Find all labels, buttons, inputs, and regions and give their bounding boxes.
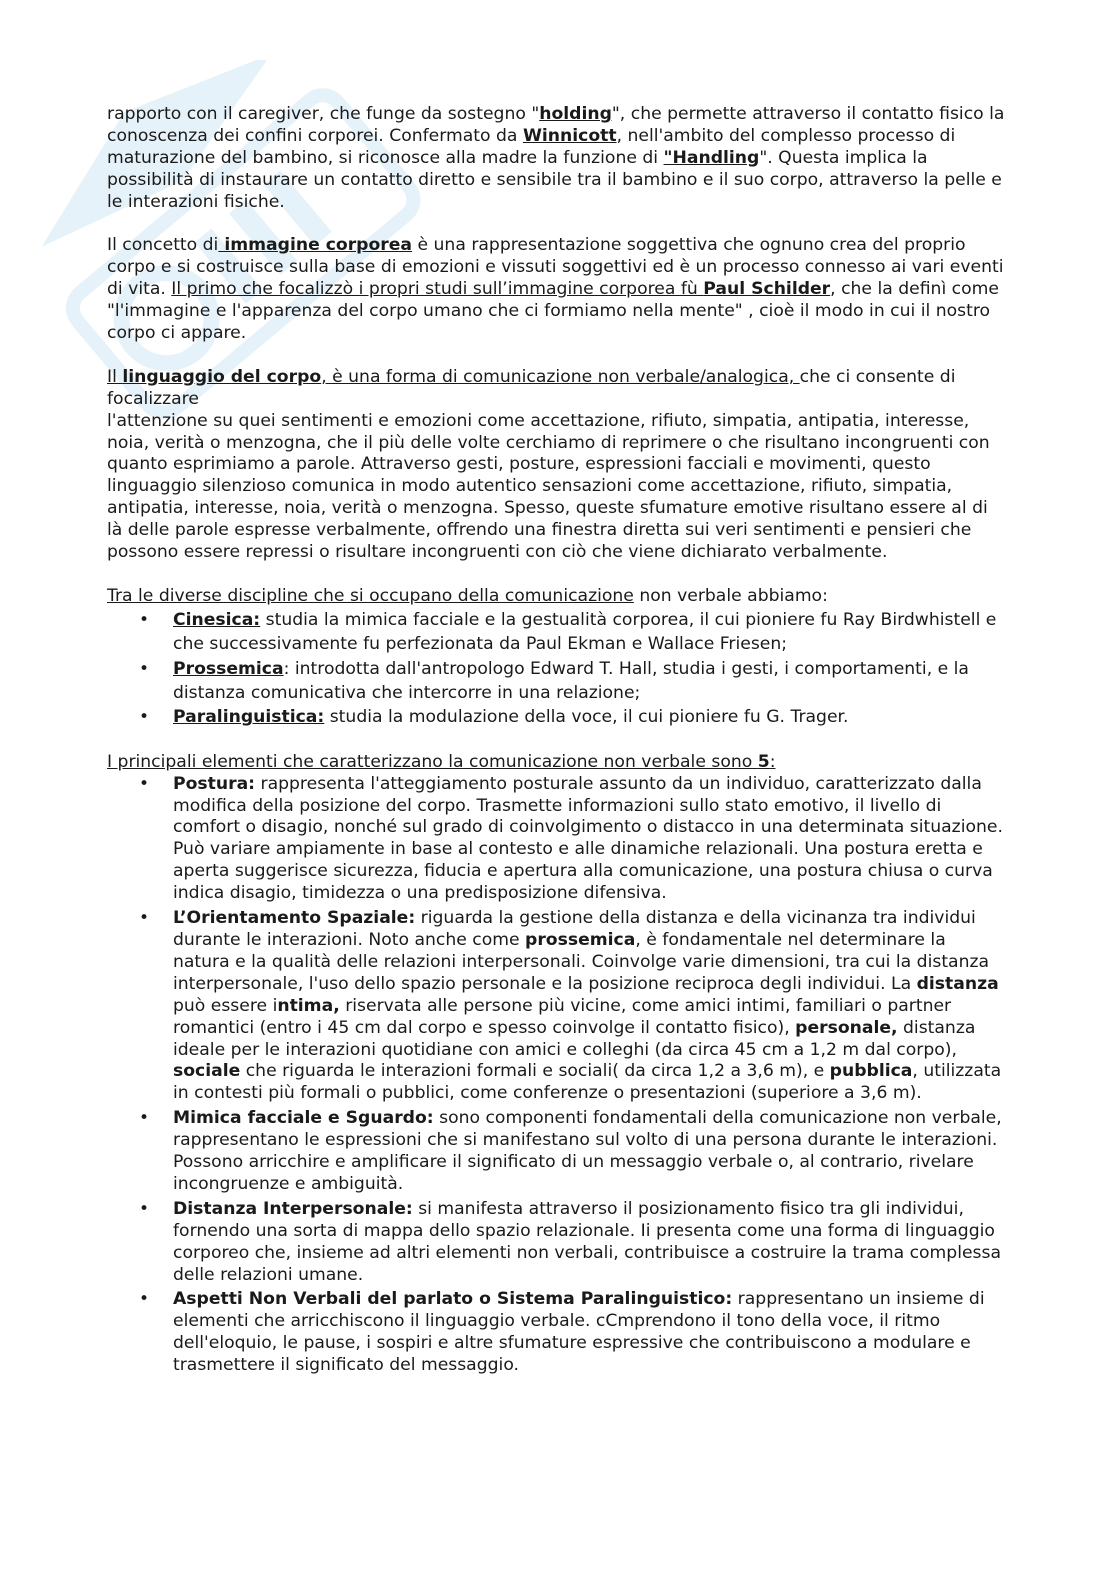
list-item: • Paralinguistica: studia la modulazione della voce, il cui pioniere fu G. Trager. (107, 705, 1007, 729)
list-item-aspetti: • Aspetti Non Verbali del parlato o Sistema Paralinguistico: rappresentano un insieme di elementi che arricchiscono il linguaggio verbale. cCmprendono il tono della voce, il ritmo dell'eloquio, le pause, i sospiri e altre sfumature espressive che contribuiscono a modulare e trasmettere il significato del messaggio. (107, 1289, 1007, 1377)
list-item-orientamento: • L’Orientamento Spaziale: riguarda la gestione della distanza e della vicinanza tra individui durante le interazioni. Noto anche come prossemica, è fondamentale nel determinare la natura e la qualità delle relazioni interpersonali. Coinvolge varie dimensioni, tra cui la distanza interpersonale, l'uso dello spazio personale e la posizione reciproca degli individui. La distanza può essere intima, riservata alle persone più vicine, come amici intimi, familiari o partner romantici (entro i 45 cm dal corpo e spesso coinvolge il contatto fisico), personale, distanza ideale per le interazioni quotidiane con amici e colleghi (da circa 45 cm a 1,2 m dal corpo), sociale che riguarda le interazioni formali e sociali( da circa 1,2 a 3,6 m), e pubblica, utilizzata in contesti più formali o pubblici, come conferenze o presentazioni (superiore a 3,6 m). (107, 908, 1007, 1105)
term-holding: holding (539, 104, 612, 124)
document-body (107, 104, 1007, 1380)
term-handling: "Handling (663, 147, 760, 168)
list-item: • Prossemica: introdotta dall'antropologo Edward T. Hall, studia i gesti, i comportamenti, e la distanza comunicativa che intercorre in una relazione; (107, 657, 1007, 706)
list-item: • Cinesica: studia la mimica facciale e la gestualità corporea, il cui pioniere fu Ray Birdwhistell e che successivamente fu perfezionata da Paul Ekman e Wallace Friesen; (107, 608, 1007, 657)
paragraph-linguaggio-corpo: Il linguaggio del corpo, è una forma di comunicazione non verbale/analogica, che ci consente di focalizzare l'attenzione su quei sentimenti e emozioni come accettazione, rifiuto, simpatia, antipatia, interesse, noia, verità o menzogna, che il più delle volte cerchiamo di reprimere o che risultano incongruenti con quanto esprimiamo a parole. Attraverso gesti, posture, espressioni facciali e movimenti, questo linguaggio silenzioso comunica in modo autentico sensazioni come accettazione, rifiuto, simpatia, antipatia, interesse, noia, verità o menzogna. Spesso, queste sfumature emotive risultano essere al di là delle parole espresse verbalmente, offrendo una finestra diretta sui veri sentimenti e pensieri che possono essere repressi o risultare incongruenti con ciò che viene dichiarato verbalmente. (107, 366, 990, 563)
term-paul-schilder: Paul Schilder (703, 279, 831, 300)
paragraph-holding: rapporto con il caregiver, che funge da sostegno "holding", che permette attraverso il contatto fisico la conoscenza dei confini corporei. Confermato da Winnicott, nell'ambito del complesso processo di maturazione del bambino, si riconosce alla madre la funzione di "Handling". Questa implica la possibilità di instaurare un contatto diretto e sensibile tra il bambino e il suo corpo, attraverso la pelle e le interazioni fisiche. (107, 104, 1005, 212)
list-item-postura: • Postura: rappresenta l'atteggiamento posturale assunto da un individuo, caratterizzato dalla modifica della posizione del corpo. Trasmette informazioni sullo stato emotivo, il livello di comfort o disagio, nonché sul grado di coinvolgimento o distacco in una determinata situazione. Può variare ampiamente in base al contesto e alle dinamiche relazionali. Una postura eretta e aperta suggerisce sicurezza, fiducia e apertura alla comunicazione, una postura chiusa o curva indica disagio, timidezza o una predisposizione difensiva. (107, 774, 1007, 905)
discipline-list (107, 608, 1007, 730)
paragraph-discipline: Tra le diverse discipline che si occupano della comunicazione non verbale abbiamo: (107, 585, 828, 606)
term-immagine-corporea: immagine corporea (218, 235, 413, 256)
term-linguaggio-corpo: linguaggio del corpo (122, 366, 322, 387)
term-winnicott: Winnicott (522, 125, 617, 146)
list-item-distanza: • Distanza Interpersonale: si manifesta attraverso il posizionamento fisico tra gli individui, fornendo una sorta di mappa dello spazio relazionale. Ii presenta come una forma di linguaggio corporeo che, insieme ad altri elementi non verbali, contribuisce a costruire la trama complessa delle relazioni umane. (107, 1199, 1007, 1287)
paragraph-immagine-corporea: Il concetto di immagine corporea è una rappresentazione soggettiva che ognuno crea del proprio corpo e si costruisce sulla base di emozioni e vissuti soggettivi ed è un processo connesso ai vari eventi di vita. Il primo che focalizzò i propri studi sull’immagine corporea fù Paul Schilder, che la definì come "l'immagine e l'apparenza del corpo umano che ci formiamo nella mente" , cioè il modo in cui il nostro corpo ci appare. (107, 235, 1004, 344)
list-item-mimica: • Mimica facciale e Sguardo: sono componenti fondamentali della comunicazione non verbale, rappresentano le espressioni che si manifestano sul volto di una persona durante le interazioni. Possono arricchire e amplificare il significato di un messaggio verbale o, al contrario, rivelare incongruenze e ambiguità. (107, 1108, 1007, 1196)
paragraph-elementi: I principali elementi che caratterizzano la comunicazione non verbale sono 5: (107, 751, 776, 772)
elementi-list (107, 774, 1007, 1377)
